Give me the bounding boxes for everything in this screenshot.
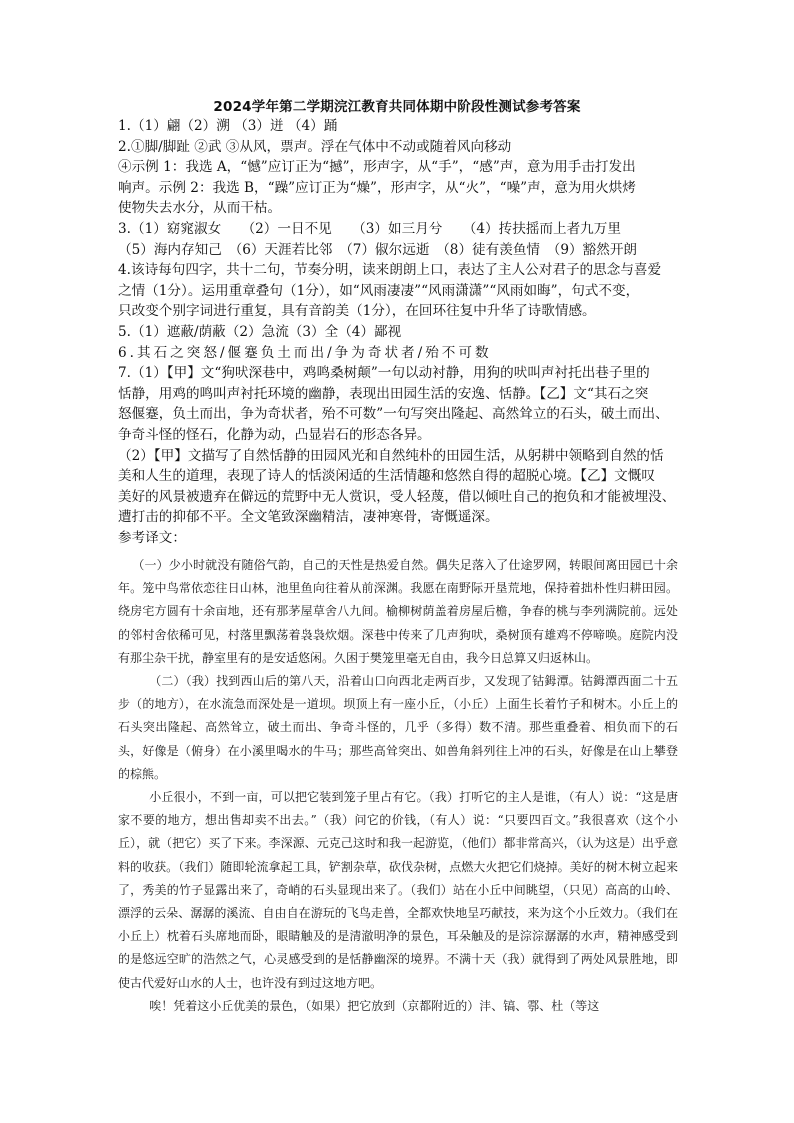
answer-line: 1.（1）翩（2）溯 （3）迸 （4）踊 [118,118,338,134]
translation-heading: 参考译文： [118,529,186,546]
answer-line: （5）海内存知己 （6）天涯若比邻 （7）俶尔远逝 （8）徒有羡鱼情 （9）豁然开朗 [118,241,638,258]
answer-line: 争奇斗怪的怪石，化静为动，凸显岩石的形态各异。 [118,426,431,443]
answer-line: 4.该诗每句四字，共十二句，节奏分明，读来朗朗上口，表达了主人公对君子的思念与喜爱 [118,262,662,279]
translation-paragraph: 小丘很小，不到一亩，可以把它装到笼子里占有它。（我）打听它的主人是谁，（有人）说：“这是唐家不要的地方，想出售却卖不出去。”（我）问它的价钱，（有人）说：“只要四百文。”我很喜欢（这个小丘），就（把它）买了下来。李深源、元克己这时和我一起游览，（他们）都非常高兴，（认为这是）出乎意料的收获。（我们）随即轮流拿起工具，铲割杂草，砍伐杂树，点燃大火把它们烧掉。美好的树木树立起来了，秀美的竹子显露出来了，奇峭的石头显现出来了。（我们）站在小丘中间眺望，（只见）高高的山岭、漂浮的云朵、潺潺的溪流、自由自在游玩的飞鸟走兽，全都欢快地呈巧献技，来为这个小丘效力。（我们在小丘上）枕着石头席地而卧，眼睛触及的是清澈明净的景色，耳朵触及的是淙淙潺潺的水声，精神感受到的是悠远空旷的浩然之气，心灵感受到的是恬静幽深的境界。不满十天（我）就得到了两处风景胜地，即使古代爱好山水的人士，也许没有到过这地方吧。 [118,790,678,990]
answer-line: （2）【甲】文描写了自然恬静的田园风光和自然纯朴的田园生活，从躬耕中领略到自然的恬 [118,447,664,464]
answer-line: 美好的风景被遗弃在僻远的荒野中无人赏识，受人轻蔑，借以倾吐自己的抱负和才能被埋没、 [118,488,676,505]
answer-line: ④示例 1：我选 A，“憾”应订正为“撼”，形声字，从“手”，“感”声，意为用手击打发出 [118,159,636,176]
answer-section [118,116,678,548]
answer-line: 美和人生的道理，表现了诗人的恬淡闲适的生活情趣和悠然自得的超脱心境。【乙】文慨叹 [118,468,655,485]
answer-line: 3.（1）窈窕淑女 （2）一日不见 （3）如三月兮 （4）抟扶摇而上者九万里 [118,220,621,237]
answer-line: 5.（1）遮蔽/荫蔽（2）急流（3）全（4）鄙视 [118,323,402,340]
translation-section [118,554,678,1018]
translation-paragraph: （二）（我）找到西山后的第八天，沿着山口向西北走两百步，又发现了钴鉧潭。钴鉧潭西面二十五步（的地方），在水流急而深处是一道坝。坝顶上有一座小丘，（小丘）上面生长着竹子和树木。小丘上的石头突出隆起、高然耸立，破土而出、争奇斗怪的，几乎（多得）数不清。那些重叠着、相负而下的石头，好像是（俯身）在小溪里喝水的牛马；那些高耸突出、如兽角斜列往上冲的石头，好像是在山上攀登的棕熊。 [118,674,678,781]
answer-line: 6.其石之突怒/偃蹇负土而出/争为奇状者/殆不可数 [118,344,492,361]
answer-line: 使物失去水分，从而干枯。 [118,200,282,217]
answer-line: 只改变个别字词进行重复，具有音韵美（1分），在回环往复中升华了诗歌情感。 [118,303,596,320]
answer-line: 恬静，用鸡的鸣叫声衬托环境的幽静，表现出田园生活的安逸、恬静。【乙】文“其石之突 [118,385,649,402]
answer-line: 响声。示例 2：我选 B，“躁”应订正为“燥”，形声字，从“火”，“噪”声，意为用火烘烤 [118,179,636,196]
answer-line: 2.①脚/脚趾 ②武 ③从风，票声。浮在气体中不动或随着风向移动 [118,138,512,155]
page-title: 2024学年第二学期浣江教育共同体期中阶段性测试参考答案 [213,99,581,115]
answer-line: 遭打击的抑郁不平。全文笔致深幽精洁，凄神寒骨，寄慨遥深。 [118,509,499,526]
answer-line: 之情（1分）。运用重章叠句（1分），如“风雨凄凄”“风雨潇潇”“风雨如晦”，句式不变， [118,282,640,299]
translation-paragraph: 唉！凭着这小丘优美的景色，（如果）把它放到（京都附近的）沣、镐、鄠、杜（等这 [149,998,600,1013]
answer-line: 怒偃蹇，负土而出，争为奇状者，殆不可数”一句写突出隆起、高然耸立的石头，破土而出、 [118,406,669,423]
translation-paragraph: （一）少小时就没有随俗气韵，自己的天性是热爱自然。偶失足落入了仕途罗网，转眼间离田园已十余年。笼中鸟常依恋往日山林，池里鱼向往着从前深渊。我愿在南野际开垦荒地，保持着拙朴性归耕田园。绕房宅方圆有十余亩地，还有那茅屋草舍八九间。榆柳树荫盖着房屋后檐，争春的桃与李列满院前。远处的邻村舍依稀可见，村落里飘荡着袅袅炊烟。深巷中传来了几声狗吠，桑树顶有雄鸡不停啼唤。庭院内没有那尘杂干扰，静室里有的是安适悠闲。久困于樊笼里毫无自由，我今日总算又归返林山。 [118,558,678,665]
answer-line: 7.（1）【甲】文“狗吠深巷中，鸡鸣桑树颠”一句以动衬静，用狗的吠叫声衬托出巷子里的 [118,365,650,382]
